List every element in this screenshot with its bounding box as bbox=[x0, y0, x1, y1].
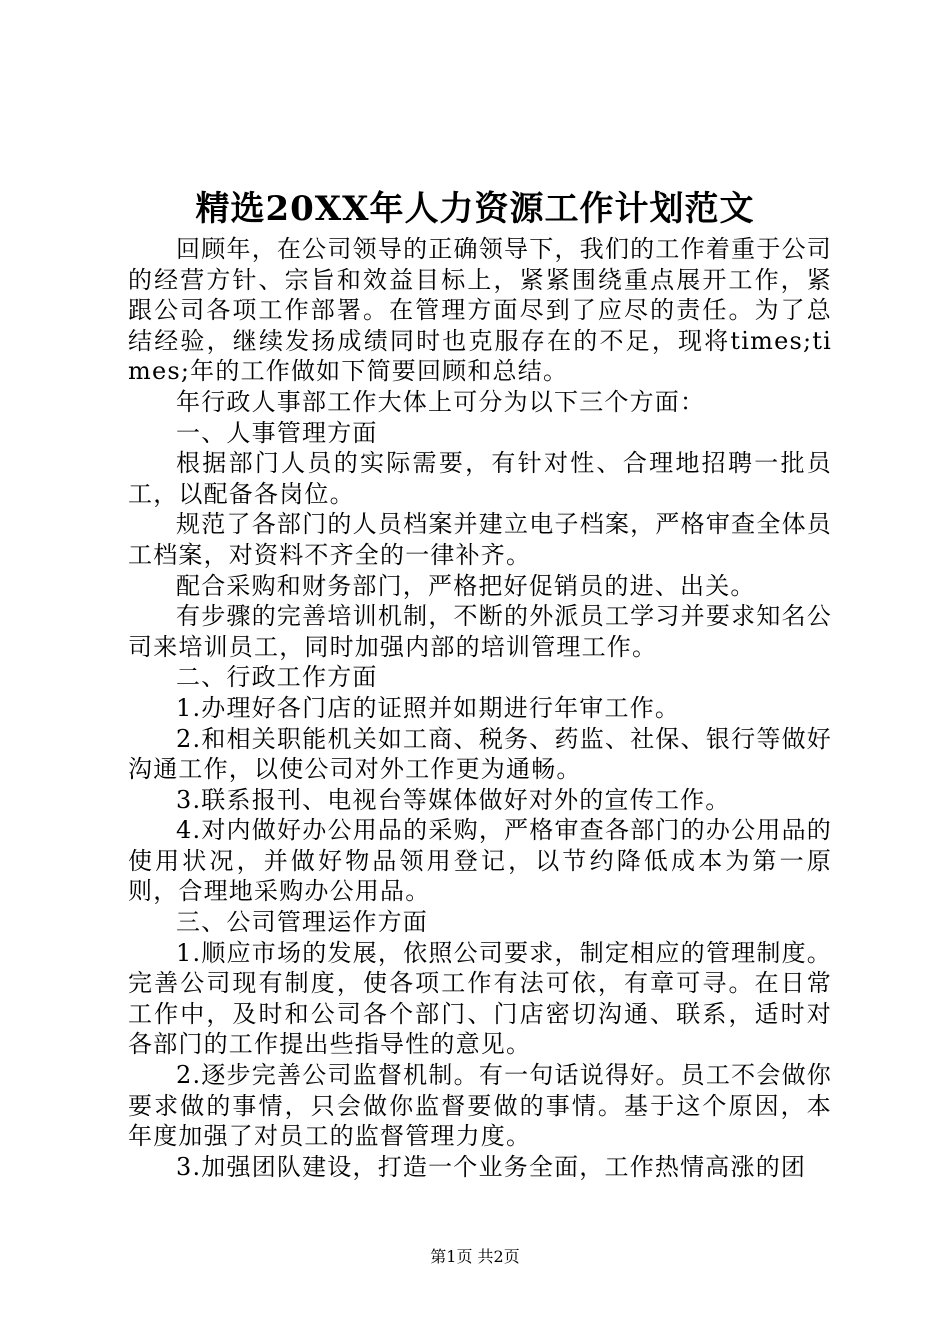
paragraph: 回顾年，在公司领导的正确领导下，我们的工作着重于公司的经营方针、宗旨和效益目标上，紧紧围绕重点展开工作，紧跟公司各项工作部署。在管理方面尽到了应尽的责任。为了总结经验，继续发扬成绩同时也克服存在的不足，现将times;times;年的工作做如下简要回顾和总结。 bbox=[128, 235, 832, 386]
document-body bbox=[128, 234, 832, 1182]
paragraph: 配合采购和财务部门，严格把好促销员的进、出关。 bbox=[176, 571, 756, 600]
paragraph: 年行政人事部工作大体上可分为以下三个方面： bbox=[176, 387, 706, 416]
list-item: 2.和相关职能机关如工商、税务、药监、社保、银行等做好沟通工作，以使公司对外工作更为通畅。 bbox=[128, 724, 832, 784]
paragraph: 规范了各部门的人员档案并建立电子档案，严格审查全体员工档案，对资料不齐全的一律补齐。 bbox=[128, 510, 832, 569]
paragraph: 根据部门人员的实际需要，有针对性、合理地招聘一批员工，以配备各岗位。 bbox=[128, 449, 832, 508]
section-heading: 三、公司管理运作方面 bbox=[176, 908, 428, 937]
list-item: 3.加强团队建设，打造一个业务全面，工作热情高涨的团 bbox=[176, 1152, 807, 1181]
list-item: 2.逐步完善公司监督机制。有一句话说得好。员工不会做你要求做的事情，只会做你监督要做的事情。基于这个原因，本年度加强了对员工的监督管理力度。 bbox=[128, 1061, 832, 1151]
section-heading: 二、行政工作方面 bbox=[176, 663, 378, 692]
paragraph: 有步骤的完善培训机制，不断的外派员工学习并要求知名公司来培训员工，同时加强内部的培训管理工作。 bbox=[128, 602, 832, 661]
document-title: 精选20XX年人力资源工作计划范文 bbox=[195, 189, 755, 229]
section-heading: 一、人事管理方面 bbox=[176, 418, 378, 447]
list-item: 4.对内做好办公用品的采购，严格审查各部门的办公用品的使用状况，并做好物品领用登记，以节约降低成本为第一原则，合理地采购办公用品。 bbox=[128, 816, 832, 906]
list-item: 1.办理好各门店的证照并如期进行年审工作。 bbox=[176, 693, 681, 722]
list-item: 1.顺应市场的发展，依照公司要求，制定相应的管理制度。完善公司现有制度，使各项工作有法可依，有章可寻。在日常工作中，及时和公司各个部门、门店密切沟通、联系，适时对各部门的工作提出些指导性的意见。 bbox=[128, 938, 832, 1059]
page-footer: 第1页 共2页 bbox=[430, 1247, 520, 1266]
list-item: 3.联系报刊、电视台等媒体做好对外的宣传工作。 bbox=[176, 785, 731, 814]
